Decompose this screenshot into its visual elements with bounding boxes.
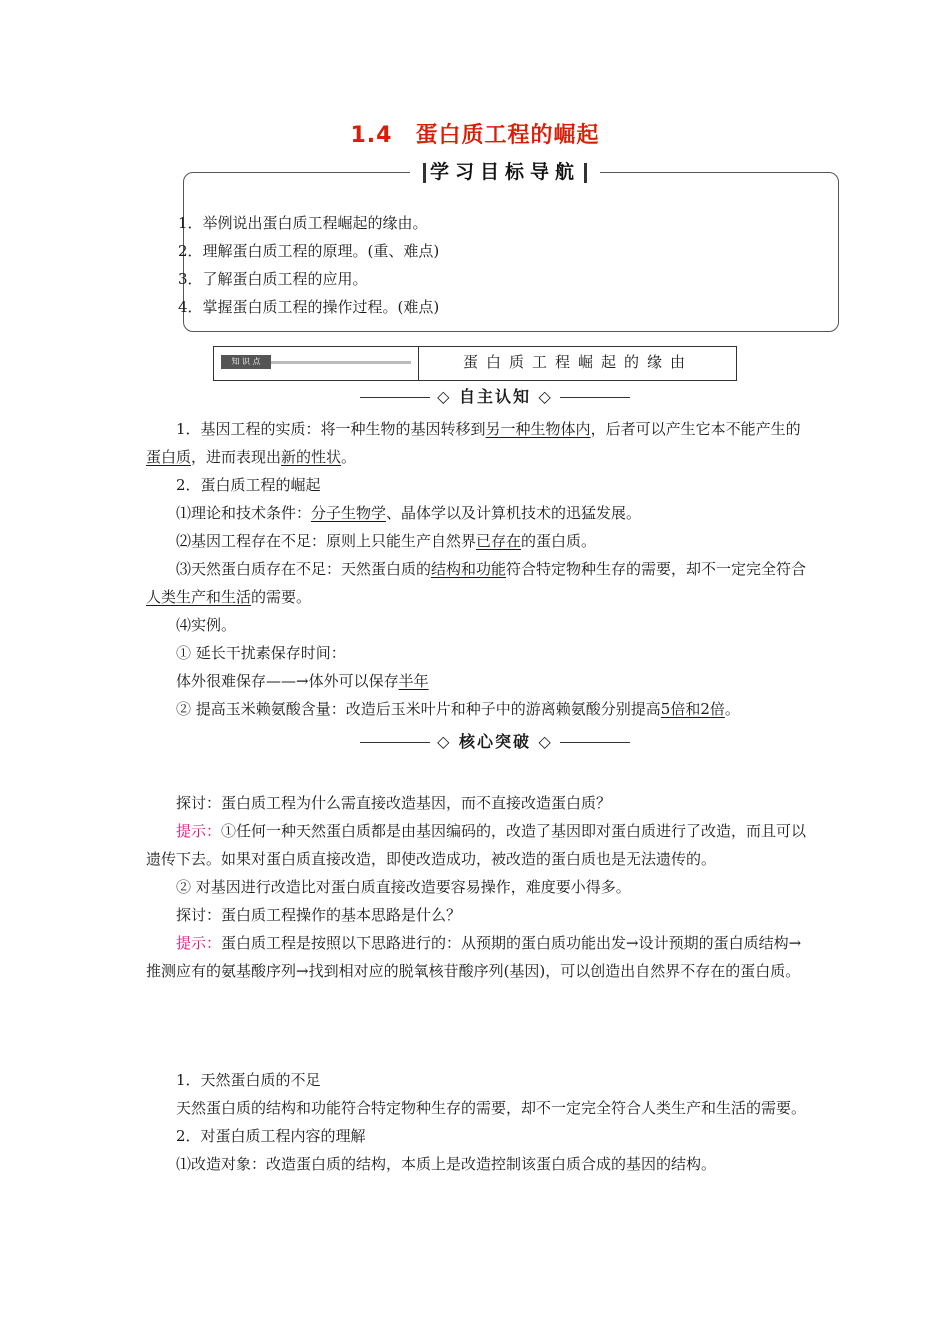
question: 探讨：蛋白质工程为什么需直接改造基因，而不直接改造蛋白质？ xyxy=(176,794,612,812)
paragraph: 1．基因工程的实质：将一种生物的基因转移到另一种生物体内，后者可以产生它本不能产生的蛋白质，进而表现出新的性状。 xyxy=(146,420,801,466)
hint-label: 提示： xyxy=(176,934,222,952)
objective-item: 2．理解蛋白质工程的原理。(重、难点) xyxy=(178,242,440,260)
paragraph: 1．天然蛋白质的不足 xyxy=(176,1071,321,1089)
paragraph: 体外很难保存——→体外可以保存半年 xyxy=(176,672,429,690)
objectives-list xyxy=(178,209,818,321)
hint-paragraph: 提示：①任何一种天然蛋白质都是由基因编码的，改造了基因即对蛋白质进行了改造，而且可以遗传下去。如果对蛋白质直接改造，即使改造成功，被改造的蛋白质也是无法遗传的。 xyxy=(146,822,807,868)
paragraph: 2．对蛋白质工程内容的理解 xyxy=(176,1127,366,1145)
objectives-heading: 学习目标导航 xyxy=(415,158,595,186)
paragraph: 2．蛋白质工程的崛起 xyxy=(176,476,321,494)
self-study-content xyxy=(146,415,811,723)
objective-item: 3．了解蛋白质工程的应用。 xyxy=(178,270,368,288)
paragraph: ① 延长干扰素保存时间： xyxy=(176,644,346,662)
hint-label: 提示： xyxy=(176,822,222,840)
paragraph: ⑶天然蛋白质存在不足：天然蛋白质的结构和功能符合特定物种生存的需要，却不一定完全符合人类生产和生活的需要。 xyxy=(146,560,807,606)
page-title: 1.4 蛋白质工程的崛起 xyxy=(350,123,600,148)
paragraph: ⑵基因工程存在不足：原则上只能生产自然界已存在的蛋白质。 xyxy=(176,532,597,550)
paragraph: 天然蛋白质的结构和功能符合特定物种生存的需要，却不一定完全符合人类生产和生活的需要。 xyxy=(176,1099,807,1117)
question: 探讨：蛋白质工程操作的基本思路是什么？ xyxy=(176,906,462,924)
section-heading-self-study: ◇ 自主认知 ◇ xyxy=(360,386,630,408)
hint-paragraph: 提示：蛋白质工程是按照以下思路进行的：从预期的蛋白质功能出发→设计预期的蛋白质结构→推测应有的氨基酸序列→找到相对应的脱氧核苷酸序列(基因)，可以创造出自然界不存在的蛋白质。 xyxy=(146,934,802,980)
paragraph: ⑴改造对象：改造蛋白质的结构，本质上是改造控制该蛋白质合成的基因的结构。 xyxy=(176,1155,717,1173)
core-content xyxy=(146,789,811,985)
paragraph: ② 提高玉米赖氨酸含量：改造后玉米叶片和种子中的游离赖氨酸分别提高5倍和2倍。 xyxy=(176,700,740,718)
section-heading-core: ◇ 核心突破 ◇ xyxy=(360,731,630,753)
paragraph: ② 对基因进行改造比对蛋白质直接改造要容易操作，难度要小得多。 xyxy=(176,878,631,896)
objective-item: 4．掌握蛋白质工程的操作过程。(难点) xyxy=(178,298,440,316)
paragraph: ⑷实例。 xyxy=(176,616,237,634)
summary-content xyxy=(146,1066,811,1178)
knowledge-point-banner xyxy=(213,346,737,381)
knowledge-point-tag: 知 识 点 xyxy=(221,355,271,369)
paragraph: ⑴理论和技术条件：分子生物学、晶体学以及计算机技术的迅猛发展。 xyxy=(176,504,642,522)
objective-item: 1．举例说出蛋白质工程崛起的缘由。 xyxy=(178,214,428,232)
knowledge-point-title: 蛋白质工程崛起的缘由 xyxy=(462,353,693,371)
